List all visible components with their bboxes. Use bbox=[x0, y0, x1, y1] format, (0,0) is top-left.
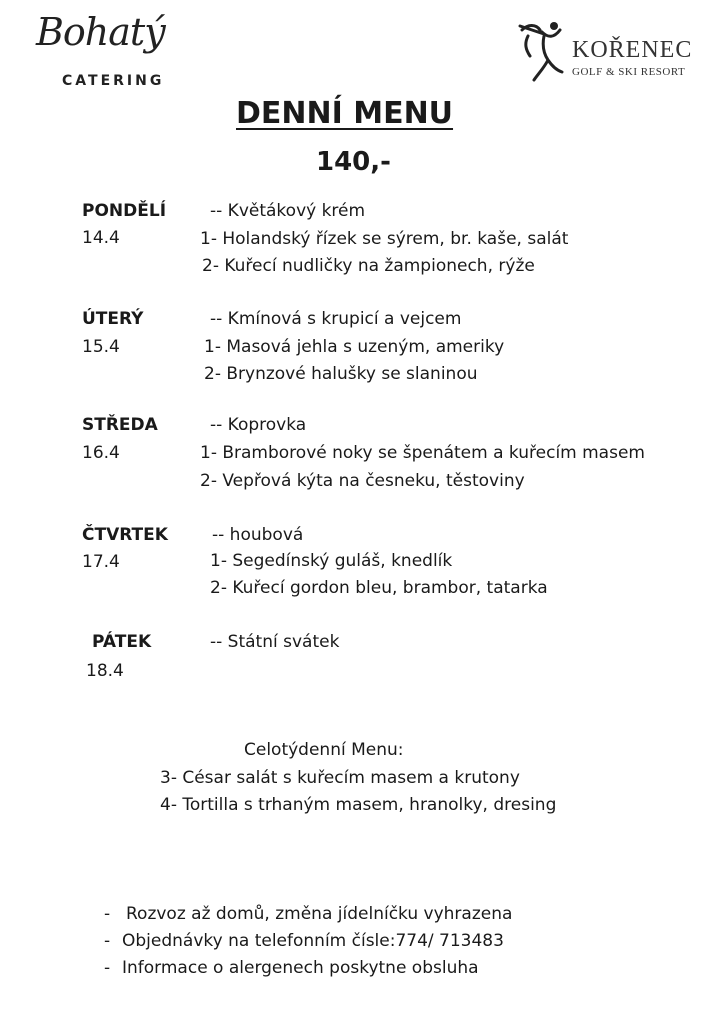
bohaty-logo-text: Bohatý bbox=[36, 10, 165, 54]
resort-subtitle: GOLF & SKI RESORT bbox=[572, 66, 686, 78]
menu-price: 140,- bbox=[316, 147, 391, 177]
dish-item: 2- Kuřecí nudličky na žampionech, rýže bbox=[202, 256, 535, 276]
dish-item: 2- Brynzové halušky se slaninou bbox=[204, 364, 478, 384]
dish-item: 1- Bramborové noky se špenátem a kuřecím masem bbox=[200, 443, 645, 463]
dish-item: 2- Kuřecí gordon bleu, brambor, tatarka bbox=[210, 578, 548, 598]
day-date: 15.4 bbox=[82, 337, 120, 357]
note-bullet: - bbox=[104, 958, 111, 978]
menu-title: DENNÍ MENU bbox=[236, 96, 454, 131]
dish-item: 1- Holandský řízek se sýrem, br. kaše, salát bbox=[200, 229, 569, 249]
soup-item: -- houbová bbox=[212, 525, 304, 545]
day-name: ÚTERÝ bbox=[82, 309, 144, 329]
day-name: STŘEDA bbox=[82, 415, 158, 435]
golfer-logo-icon bbox=[514, 20, 570, 82]
dish-item: 1- Segedínský guláš, knedlík bbox=[210, 551, 453, 571]
note-item: Objednávky na telefonním čísle:774/ 713483 bbox=[122, 931, 504, 951]
day-name: PONDĚLÍ bbox=[82, 201, 167, 221]
weekly-menu-item: 3- César salát s kuřecím masem a krutony bbox=[160, 768, 520, 788]
note-item: Rozvoz až domů, změna jídelníčku vyhrazena bbox=[126, 904, 513, 924]
resort-name: KOŘENEC bbox=[572, 37, 693, 63]
soup-item: -- Kmínová s krupicí a vejcem bbox=[210, 309, 462, 329]
weekly-menu-item: 4- Tortilla s trhaným masem, hranolky, dresing bbox=[160, 795, 557, 815]
dish-item: 1- Masová jehla s uzeným, ameriky bbox=[204, 337, 505, 357]
weekly-menu-heading: Celotýdenní Menu: bbox=[244, 740, 404, 760]
dish-item: 2- Vepřová kýta na česneku, těstoviny bbox=[200, 471, 525, 491]
note-item: Informace o alergenech poskytne obsluha bbox=[122, 958, 479, 978]
soup-item: -- Koprovka bbox=[210, 415, 307, 435]
day-date: 14.4 bbox=[82, 228, 120, 248]
catering-label: CATERING bbox=[62, 73, 165, 89]
note-bullet: - bbox=[104, 931, 111, 951]
day-name: PÁTEK bbox=[92, 632, 152, 652]
day-date: 16.4 bbox=[82, 443, 120, 463]
soup-item: -- Květákový krém bbox=[210, 201, 366, 221]
soup-item: -- Státní svátek bbox=[210, 632, 340, 652]
day-date: 17.4 bbox=[82, 552, 120, 572]
day-date: 18.4 bbox=[86, 661, 124, 681]
day-name: ČTVRTEK bbox=[82, 525, 168, 545]
note-bullet: - bbox=[104, 904, 111, 924]
